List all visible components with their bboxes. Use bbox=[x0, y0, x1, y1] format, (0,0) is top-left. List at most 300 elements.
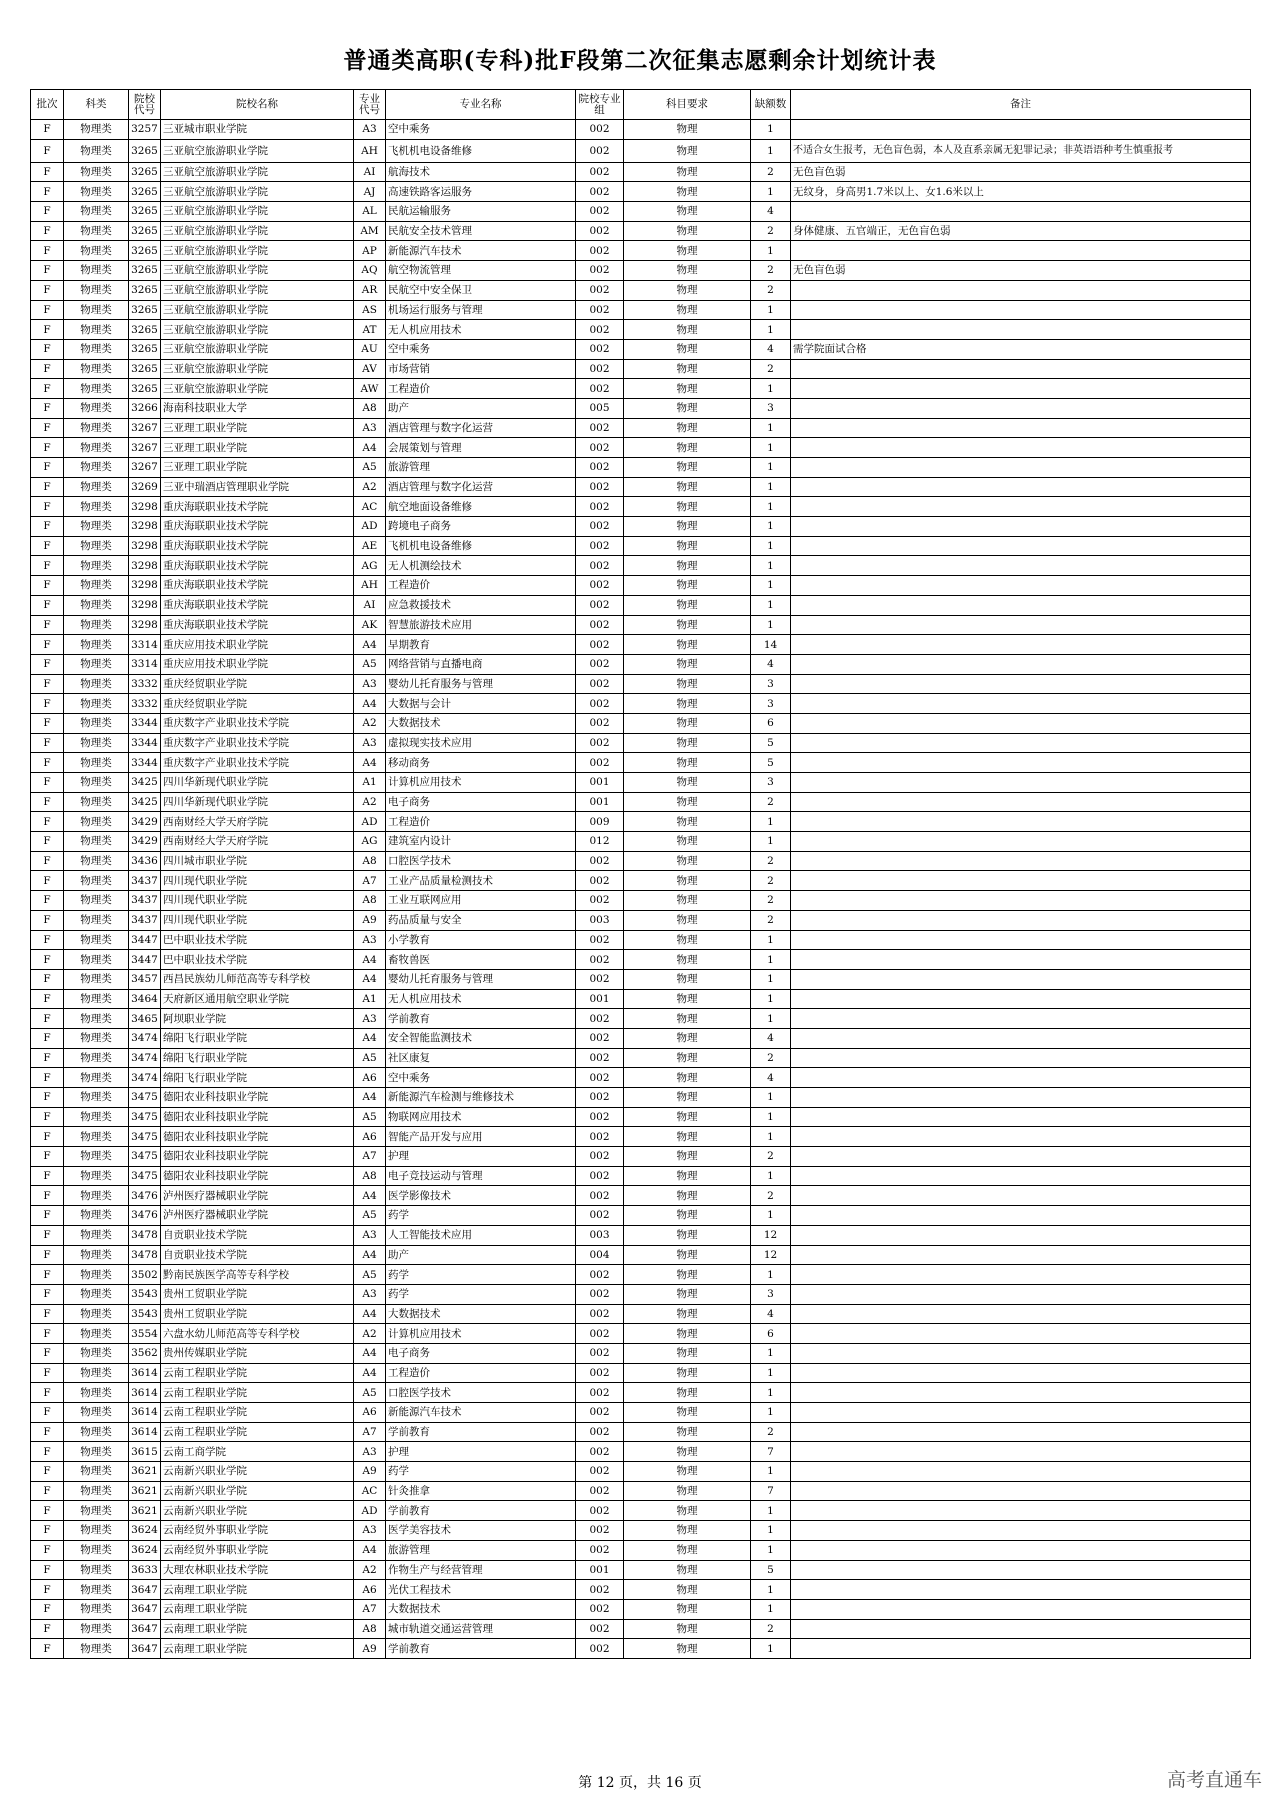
cell-vacancy: 1 bbox=[751, 536, 791, 556]
cell-remarks bbox=[791, 320, 1251, 340]
cell-major-code: A5 bbox=[354, 654, 386, 674]
table-row bbox=[31, 1580, 1251, 1600]
table-row bbox=[31, 1422, 1251, 1442]
cell-remarks bbox=[791, 1324, 1251, 1344]
cell-major-name: 工业产品质量检测技术 bbox=[386, 871, 576, 891]
cell-school-code: 3429 bbox=[129, 812, 161, 832]
cell-batch: F bbox=[31, 595, 64, 615]
table-row bbox=[31, 1245, 1251, 1265]
cell-major-code: A4 bbox=[354, 969, 386, 989]
cell-remarks bbox=[791, 1560, 1251, 1580]
cell-subject-type: 物理类 bbox=[64, 713, 129, 733]
cell-remarks bbox=[791, 418, 1251, 438]
cell-major-group: 002 bbox=[576, 1422, 624, 1442]
cell-major-code: A4 bbox=[354, 1540, 386, 1560]
cell-vacancy: 1 bbox=[751, 595, 791, 615]
cell-subject-req: 物理 bbox=[624, 1107, 751, 1127]
cell-batch: F bbox=[31, 497, 64, 517]
cell-batch: F bbox=[31, 773, 64, 793]
table-row bbox=[31, 1521, 1251, 1541]
cell-major-code: A3 bbox=[354, 674, 386, 694]
cell-vacancy: 1 bbox=[751, 1383, 791, 1403]
cell-vacancy: 1 bbox=[751, 1462, 791, 1482]
cell-remarks bbox=[791, 458, 1251, 478]
cell-vacancy: 4 bbox=[751, 339, 791, 359]
page-footer: 第 12 页，共 16 页 bbox=[578, 1775, 702, 1791]
cell-major-name: 大数据技术 bbox=[386, 1304, 576, 1324]
cell-subject-type: 物理类 bbox=[64, 733, 129, 753]
cell-subject-req: 物理 bbox=[624, 1422, 751, 1442]
cell-subject-req: 物理 bbox=[624, 1028, 751, 1048]
cell-school-name: 云南新兴职业学院 bbox=[161, 1481, 354, 1501]
cell-major-name: 药学 bbox=[386, 1284, 576, 1304]
cell-subject-type: 物理类 bbox=[64, 1363, 129, 1383]
cell-major-code: AW bbox=[354, 379, 386, 399]
cell-major-group: 002 bbox=[576, 1265, 624, 1285]
cell-school-name: 重庆数字产业职业技术学院 bbox=[161, 753, 354, 773]
cell-remarks bbox=[791, 120, 1251, 140]
cell-batch: F bbox=[31, 1225, 64, 1245]
cell-major-code: AE bbox=[354, 536, 386, 556]
cell-school-name: 三亚理工职业学院 bbox=[161, 438, 354, 458]
cell-major-group: 002 bbox=[576, 261, 624, 281]
cell-school-name: 三亚航空旅游职业学院 bbox=[161, 182, 354, 202]
cell-subject-req: 物理 bbox=[624, 556, 751, 576]
cell-major-code: AU bbox=[354, 339, 386, 359]
cell-batch: F bbox=[31, 359, 64, 379]
cell-major-name: 旅游管理 bbox=[386, 458, 576, 478]
cell-subject-req: 物理 bbox=[624, 969, 751, 989]
cell-major-group: 002 bbox=[576, 1619, 624, 1639]
cell-major-code: AM bbox=[354, 221, 386, 241]
cell-remarks bbox=[791, 300, 1251, 320]
cell-major-code: A4 bbox=[354, 1343, 386, 1363]
cell-major-code: A3 bbox=[354, 1225, 386, 1245]
cell-remarks bbox=[791, 694, 1251, 714]
cell-subject-req: 物理 bbox=[624, 1639, 751, 1659]
cell-major-name: 电子商务 bbox=[386, 792, 576, 812]
cell-school-code: 3344 bbox=[129, 733, 161, 753]
cell-batch: F bbox=[31, 654, 64, 674]
cell-major-name: 学前教育 bbox=[386, 1639, 576, 1659]
cell-school-name: 四川现代职业学院 bbox=[161, 871, 354, 891]
cell-major-group: 002 bbox=[576, 1186, 624, 1206]
cell-subject-type: 物理类 bbox=[64, 1580, 129, 1600]
cell-school-code: 3478 bbox=[129, 1225, 161, 1245]
table-row bbox=[31, 339, 1251, 359]
table-row bbox=[31, 832, 1251, 852]
table-row bbox=[31, 1442, 1251, 1462]
cell-batch: F bbox=[31, 832, 64, 852]
cell-major-group: 002 bbox=[576, 162, 624, 182]
cell-school-name: 德阳农业科技职业学院 bbox=[161, 1107, 354, 1127]
cell-school-code: 3298 bbox=[129, 556, 161, 576]
cell-subject-type: 物理类 bbox=[64, 536, 129, 556]
cell-vacancy: 4 bbox=[751, 1304, 791, 1324]
cell-subject-req: 物理 bbox=[624, 950, 751, 970]
cell-major-code: AV bbox=[354, 359, 386, 379]
cell-subject-type: 物理类 bbox=[64, 1383, 129, 1403]
table-row bbox=[31, 1639, 1251, 1659]
cell-major-group: 002 bbox=[576, 1403, 624, 1423]
cell-major-group: 002 bbox=[576, 615, 624, 635]
cell-vacancy: 1 bbox=[751, 1540, 791, 1560]
cell-school-name: 绵阳飞行职业学院 bbox=[161, 1068, 354, 1088]
cell-major-code: A6 bbox=[354, 1068, 386, 1088]
cell-remarks bbox=[791, 1206, 1251, 1226]
cell-vacancy: 1 bbox=[751, 576, 791, 596]
cell-major-group: 002 bbox=[576, 300, 624, 320]
cell-major-name: 大数据技术 bbox=[386, 1599, 576, 1619]
cell-batch: F bbox=[31, 1619, 64, 1639]
cell-major-code: AR bbox=[354, 280, 386, 300]
cell-remarks bbox=[791, 379, 1251, 399]
cell-subject-type: 物理类 bbox=[64, 1166, 129, 1186]
cell-major-group: 002 bbox=[576, 1206, 624, 1226]
table-row bbox=[31, 1068, 1251, 1088]
cell-school-code: 3476 bbox=[129, 1186, 161, 1206]
cell-remarks bbox=[791, 241, 1251, 261]
cell-batch: F bbox=[31, 615, 64, 635]
table-row bbox=[31, 300, 1251, 320]
table-body bbox=[31, 120, 1251, 1659]
cell-vacancy: 1 bbox=[751, 320, 791, 340]
table-row bbox=[31, 674, 1251, 694]
cell-batch: F bbox=[31, 1088, 64, 1108]
cell-subject-req: 物理 bbox=[624, 832, 751, 852]
table-row bbox=[31, 162, 1251, 182]
cell-subject-type: 物理类 bbox=[64, 989, 129, 1009]
table-row bbox=[31, 969, 1251, 989]
cell-batch: F bbox=[31, 1048, 64, 1068]
cell-school-code: 3257 bbox=[129, 120, 161, 140]
cell-school-name: 重庆海联职业技术学院 bbox=[161, 556, 354, 576]
cell-subject-req: 物理 bbox=[624, 1560, 751, 1580]
cell-school-code: 3344 bbox=[129, 753, 161, 773]
cell-school-code: 3314 bbox=[129, 635, 161, 655]
cell-major-code: AT bbox=[354, 320, 386, 340]
cell-school-name: 三亚城市职业学院 bbox=[161, 120, 354, 140]
cell-remarks bbox=[791, 674, 1251, 694]
cell-school-code: 3269 bbox=[129, 477, 161, 497]
cell-major-name: 作物生产与经营管理 bbox=[386, 1560, 576, 1580]
cell-batch: F bbox=[31, 120, 64, 140]
cell-subject-type: 物理类 bbox=[64, 851, 129, 871]
cell-remarks bbox=[791, 556, 1251, 576]
table-row bbox=[31, 139, 1251, 162]
cell-major-code: A7 bbox=[354, 871, 386, 891]
cell-major-code: A8 bbox=[354, 1619, 386, 1639]
cell-subject-req: 物理 bbox=[624, 517, 751, 537]
cell-school-name: 三亚航空旅游职业学院 bbox=[161, 320, 354, 340]
cell-school-name: 德阳农业科技职业学院 bbox=[161, 1088, 354, 1108]
table-row bbox=[31, 851, 1251, 871]
cell-vacancy: 7 bbox=[751, 1442, 791, 1462]
cell-subject-req: 物理 bbox=[624, 458, 751, 478]
cell-school-code: 3265 bbox=[129, 241, 161, 261]
cell-subject-type: 物理类 bbox=[64, 1619, 129, 1639]
cell-subject-type: 物理类 bbox=[64, 1343, 129, 1363]
cell-subject-req: 物理 bbox=[624, 1580, 751, 1600]
cell-subject-req: 物理 bbox=[624, 320, 751, 340]
cell-vacancy: 1 bbox=[751, 1599, 791, 1619]
table-row bbox=[31, 556, 1251, 576]
cell-remarks bbox=[791, 1599, 1251, 1619]
cell-batch: F bbox=[31, 1442, 64, 1462]
cell-subject-type: 物理类 bbox=[64, 1028, 129, 1048]
cell-remarks bbox=[791, 1225, 1251, 1245]
cell-school-name: 泸州医疗器械职业学院 bbox=[161, 1206, 354, 1226]
cell-school-name: 云南工商学院 bbox=[161, 1442, 354, 1462]
cell-major-name: 药品质量与安全 bbox=[386, 910, 576, 930]
cell-major-group: 002 bbox=[576, 576, 624, 596]
cell-subject-req: 物理 bbox=[624, 1619, 751, 1639]
cell-school-name: 六盘水幼儿师范高等专科学校 bbox=[161, 1324, 354, 1344]
cell-major-code: A8 bbox=[354, 1166, 386, 1186]
cell-school-code: 3447 bbox=[129, 930, 161, 950]
cell-remarks bbox=[791, 1619, 1251, 1639]
cell-major-name: 婴幼儿托育服务与管理 bbox=[386, 969, 576, 989]
table-row bbox=[31, 792, 1251, 812]
cell-vacancy: 3 bbox=[751, 694, 791, 714]
cell-subject-type: 物理类 bbox=[64, 1462, 129, 1482]
cell-remarks bbox=[791, 1245, 1251, 1265]
cell-batch: F bbox=[31, 339, 64, 359]
cell-vacancy: 1 bbox=[751, 300, 791, 320]
cell-major-name: 无人机应用技术 bbox=[386, 989, 576, 1009]
cell-vacancy: 2 bbox=[751, 162, 791, 182]
cell-school-code: 3475 bbox=[129, 1147, 161, 1167]
cell-school-code: 3298 bbox=[129, 536, 161, 556]
cell-major-group: 001 bbox=[576, 792, 624, 812]
cell-subject-type: 物理类 bbox=[64, 1245, 129, 1265]
cell-vacancy: 2 bbox=[751, 359, 791, 379]
cell-school-name: 云南工程职业学院 bbox=[161, 1363, 354, 1383]
cell-subject-type: 物理类 bbox=[64, 576, 129, 596]
cell-school-code: 3265 bbox=[129, 280, 161, 300]
cell-school-code: 3267 bbox=[129, 418, 161, 438]
cell-school-name: 天府新区通用航空职业学院 bbox=[161, 989, 354, 1009]
cell-major-group: 002 bbox=[576, 1639, 624, 1659]
cell-vacancy: 3 bbox=[751, 1284, 791, 1304]
cell-major-code: A5 bbox=[354, 1206, 386, 1226]
cell-school-name: 三亚航空旅游职业学院 bbox=[161, 379, 354, 399]
cell-major-name: 安全智能监测技术 bbox=[386, 1028, 576, 1048]
cell-major-name: 应急救援技术 bbox=[386, 595, 576, 615]
cell-major-group: 002 bbox=[576, 851, 624, 871]
cell-subject-req: 物理 bbox=[624, 398, 751, 418]
cell-batch: F bbox=[31, 1304, 64, 1324]
cell-major-code: A4 bbox=[354, 950, 386, 970]
cell-major-name: 新能源汽车检测与维修技术 bbox=[386, 1088, 576, 1108]
cell-subject-req: 物理 bbox=[624, 989, 751, 1009]
cell-subject-type: 物理类 bbox=[64, 182, 129, 202]
cell-remarks bbox=[791, 1166, 1251, 1186]
cell-school-name: 重庆应用技术职业学院 bbox=[161, 654, 354, 674]
cell-remarks bbox=[791, 1462, 1251, 1482]
cell-subject-type: 物理类 bbox=[64, 438, 129, 458]
cell-subject-req: 物理 bbox=[624, 202, 751, 222]
cell-major-group: 002 bbox=[576, 1580, 624, 1600]
header-school-code: 院校代号 bbox=[129, 90, 161, 120]
cell-remarks bbox=[791, 1284, 1251, 1304]
cell-major-group: 002 bbox=[576, 379, 624, 399]
cell-major-code: A4 bbox=[354, 1028, 386, 1048]
cell-vacancy: 1 bbox=[751, 1166, 791, 1186]
cell-school-name: 三亚航空旅游职业学院 bbox=[161, 339, 354, 359]
cell-vacancy: 6 bbox=[751, 713, 791, 733]
cell-vacancy: 3 bbox=[751, 674, 791, 694]
cell-major-code: AJ bbox=[354, 182, 386, 202]
cell-major-name: 小学教育 bbox=[386, 930, 576, 950]
cell-major-code: A3 bbox=[354, 1521, 386, 1541]
cell-subject-type: 物理类 bbox=[64, 1304, 129, 1324]
cell-subject-type: 物理类 bbox=[64, 792, 129, 812]
cell-subject-req: 物理 bbox=[624, 261, 751, 281]
cell-major-group: 002 bbox=[576, 202, 624, 222]
cell-vacancy: 1 bbox=[751, 969, 791, 989]
cell-batch: F bbox=[31, 1501, 64, 1521]
cell-subject-type: 物理类 bbox=[64, 773, 129, 793]
cell-major-name: 城市轨道交通运营管理 bbox=[386, 1619, 576, 1639]
cell-school-name: 大理农林职业技术学院 bbox=[161, 1560, 354, 1580]
cell-major-name: 空中乘务 bbox=[386, 1068, 576, 1088]
cell-major-group: 003 bbox=[576, 1225, 624, 1245]
cell-subject-type: 物理类 bbox=[64, 1206, 129, 1226]
cell-remarks bbox=[791, 1048, 1251, 1068]
cell-subject-req: 物理 bbox=[624, 1009, 751, 1029]
cell-major-code: A4 bbox=[354, 635, 386, 655]
cell-subject-type: 物理类 bbox=[64, 1186, 129, 1206]
cell-major-name: 空中乘务 bbox=[386, 339, 576, 359]
cell-major-group: 002 bbox=[576, 694, 624, 714]
cell-major-name: 跨境电子商务 bbox=[386, 517, 576, 537]
cell-vacancy: 2 bbox=[751, 1619, 791, 1639]
cell-major-group: 002 bbox=[576, 1383, 624, 1403]
cell-subject-req: 物理 bbox=[624, 1481, 751, 1501]
cell-subject-req: 物理 bbox=[624, 1225, 751, 1245]
cell-batch: F bbox=[31, 871, 64, 891]
cell-school-name: 重庆数字产业职业技术学院 bbox=[161, 733, 354, 753]
table-row bbox=[31, 120, 1251, 140]
cell-school-code: 3265 bbox=[129, 300, 161, 320]
cell-vacancy: 1 bbox=[751, 241, 791, 261]
cell-batch: F bbox=[31, 182, 64, 202]
cell-subject-req: 物理 bbox=[624, 1304, 751, 1324]
cell-subject-type: 物理类 bbox=[64, 1422, 129, 1442]
cell-major-name: 建筑室内设计 bbox=[386, 832, 576, 852]
cell-major-name: 民航安全技术管理 bbox=[386, 221, 576, 241]
cell-school-code: 3314 bbox=[129, 654, 161, 674]
cell-school-code: 3614 bbox=[129, 1403, 161, 1423]
cell-vacancy: 1 bbox=[751, 458, 791, 478]
cell-major-group: 002 bbox=[576, 1284, 624, 1304]
table-row bbox=[31, 694, 1251, 714]
table-row bbox=[31, 438, 1251, 458]
watermark: 高考直通车 bbox=[1166, 1769, 1262, 1791]
table-row bbox=[31, 1009, 1251, 1029]
cell-school-code: 3476 bbox=[129, 1206, 161, 1226]
cell-subject-req: 物理 bbox=[624, 1147, 751, 1167]
cell-subject-req: 物理 bbox=[624, 1127, 751, 1147]
cell-school-name: 绵阳飞行职业学院 bbox=[161, 1048, 354, 1068]
cell-subject-req: 物理 bbox=[624, 595, 751, 615]
cell-vacancy: 4 bbox=[751, 654, 791, 674]
cell-remarks bbox=[791, 576, 1251, 596]
cell-subject-req: 物理 bbox=[624, 1383, 751, 1403]
table-row bbox=[31, 1028, 1251, 1048]
cell-vacancy: 2 bbox=[751, 871, 791, 891]
cell-school-code: 3344 bbox=[129, 713, 161, 733]
cell-major-group: 002 bbox=[576, 733, 624, 753]
cell-vacancy: 3 bbox=[751, 773, 791, 793]
cell-remarks bbox=[791, 1481, 1251, 1501]
cell-batch: F bbox=[31, 1540, 64, 1560]
cell-subject-req: 物理 bbox=[624, 1403, 751, 1423]
table-row bbox=[31, 182, 1251, 202]
cell-school-name: 贵州传媒职业学院 bbox=[161, 1343, 354, 1363]
cell-subject-type: 物理类 bbox=[64, 497, 129, 517]
table-row bbox=[31, 1048, 1251, 1068]
cell-subject-req: 物理 bbox=[624, 576, 751, 596]
cell-subject-type: 物理类 bbox=[64, 162, 129, 182]
cell-subject-req: 物理 bbox=[624, 120, 751, 140]
cell-subject-req: 物理 bbox=[624, 910, 751, 930]
cell-major-group: 001 bbox=[576, 773, 624, 793]
cell-school-code: 3647 bbox=[129, 1619, 161, 1639]
cell-vacancy: 5 bbox=[751, 753, 791, 773]
cell-batch: F bbox=[31, 1481, 64, 1501]
cell-subject-req: 物理 bbox=[624, 851, 751, 871]
cell-school-name: 云南新兴职业学院 bbox=[161, 1462, 354, 1482]
table-row bbox=[31, 950, 1251, 970]
cell-remarks bbox=[791, 654, 1251, 674]
cell-school-name: 三亚航空旅游职业学院 bbox=[161, 139, 354, 162]
table-row bbox=[31, 379, 1251, 399]
cell-school-code: 3475 bbox=[129, 1127, 161, 1147]
cell-school-name: 重庆经贸职业学院 bbox=[161, 674, 354, 694]
cell-vacancy: 4 bbox=[751, 1068, 791, 1088]
cell-school-code: 3474 bbox=[129, 1028, 161, 1048]
cell-major-name: 旅游管理 bbox=[386, 1540, 576, 1560]
cell-major-name: 电子商务 bbox=[386, 1343, 576, 1363]
cell-remarks bbox=[791, 950, 1251, 970]
cell-vacancy: 6 bbox=[751, 1324, 791, 1344]
cell-batch: F bbox=[31, 950, 64, 970]
cell-subject-req: 物理 bbox=[624, 891, 751, 911]
cell-subject-type: 物理类 bbox=[64, 812, 129, 832]
cell-school-name: 云南工程职业学院 bbox=[161, 1403, 354, 1423]
header-major-code: 专业代号 bbox=[354, 90, 386, 120]
cell-major-code: A3 bbox=[354, 930, 386, 950]
cell-batch: F bbox=[31, 1343, 64, 1363]
cell-vacancy: 1 bbox=[751, 379, 791, 399]
cell-major-code: AD bbox=[354, 812, 386, 832]
cell-major-name: 移动商务 bbox=[386, 753, 576, 773]
cell-subject-req: 物理 bbox=[624, 300, 751, 320]
cell-school-code: 3543 bbox=[129, 1304, 161, 1324]
cell-batch: F bbox=[31, 162, 64, 182]
cell-subject-type: 物理类 bbox=[64, 202, 129, 222]
cell-batch: F bbox=[31, 241, 64, 261]
cell-school-code: 3437 bbox=[129, 891, 161, 911]
cell-major-name: 航空地面设备维修 bbox=[386, 497, 576, 517]
cell-subject-req: 物理 bbox=[624, 1186, 751, 1206]
cell-major-group: 002 bbox=[576, 654, 624, 674]
table-row bbox=[31, 1324, 1251, 1344]
cell-subject-req: 物理 bbox=[624, 1324, 751, 1344]
cell-school-name: 云南理工职业学院 bbox=[161, 1580, 354, 1600]
